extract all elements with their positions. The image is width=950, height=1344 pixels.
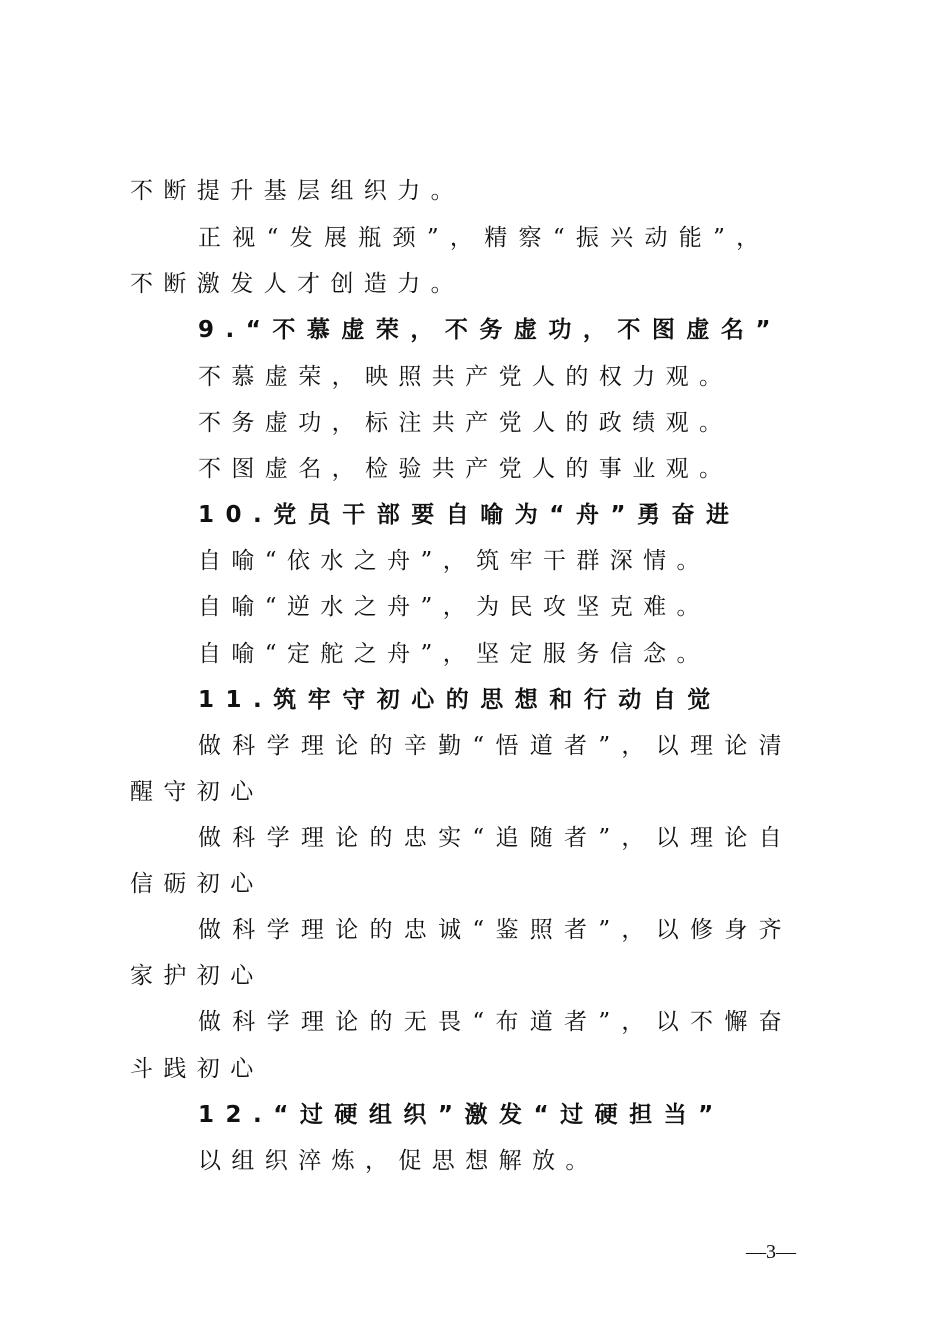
text-line: 家护初心 [130, 963, 264, 989]
text-line: 自喻“定舵之舟”，坚定服务信念。 [198, 641, 710, 667]
text-line: 不断激发人才创造力。 [130, 271, 464, 297]
section-heading-10: 10.党员干部要自喻为“舟”勇奋进 [198, 502, 741, 528]
text-line: 自喻“依水之舟”，筑牢干群深情。 [198, 548, 710, 574]
section-heading-9: 9.“不慕虚荣，不务虚功，不图虚名” [198, 317, 782, 343]
text-line: 做科学理论的无畏“布道者”，以不懈奋 [198, 1009, 793, 1035]
page-number: —3— [746, 1241, 796, 1263]
text-line: 斗践初心 [130, 1056, 264, 1082]
text-line: 不务虚功，标注共产党人的政绩观。 [198, 410, 733, 436]
text-line: 做科学理论的忠诚“鉴照者”，以修身齐 [198, 917, 793, 943]
text-line: 正视“发展瓶颈”，精察“振兴动能”， [198, 225, 771, 251]
text-line: 不图虚名，检验共产党人的事业观。 [198, 456, 733, 482]
text-line: 做科学理论的忠实“追随者”，以理论自 [198, 825, 793, 851]
text-line: 不慕虚荣，映照共产党人的权力观。 [198, 364, 733, 390]
text-line: 醒守初心 [130, 779, 264, 805]
text-line: 不断提升基层组织力。 [130, 178, 464, 204]
text-line: 信砺初心 [130, 871, 264, 897]
text-line: 以组织淬炼，促思想解放。 [198, 1148, 599, 1174]
section-heading-12: 12.“过硬组织”激发“过硬担当” [198, 1102, 725, 1128]
section-heading-11: 11.筑牢守初心的思想和行动自觉 [198, 687, 722, 713]
text-line: 做科学理论的辛勤“悟道者”，以理论清 [198, 733, 793, 759]
text-line: 自喻“逆水之舟”，为民攻坚克难。 [198, 594, 710, 620]
